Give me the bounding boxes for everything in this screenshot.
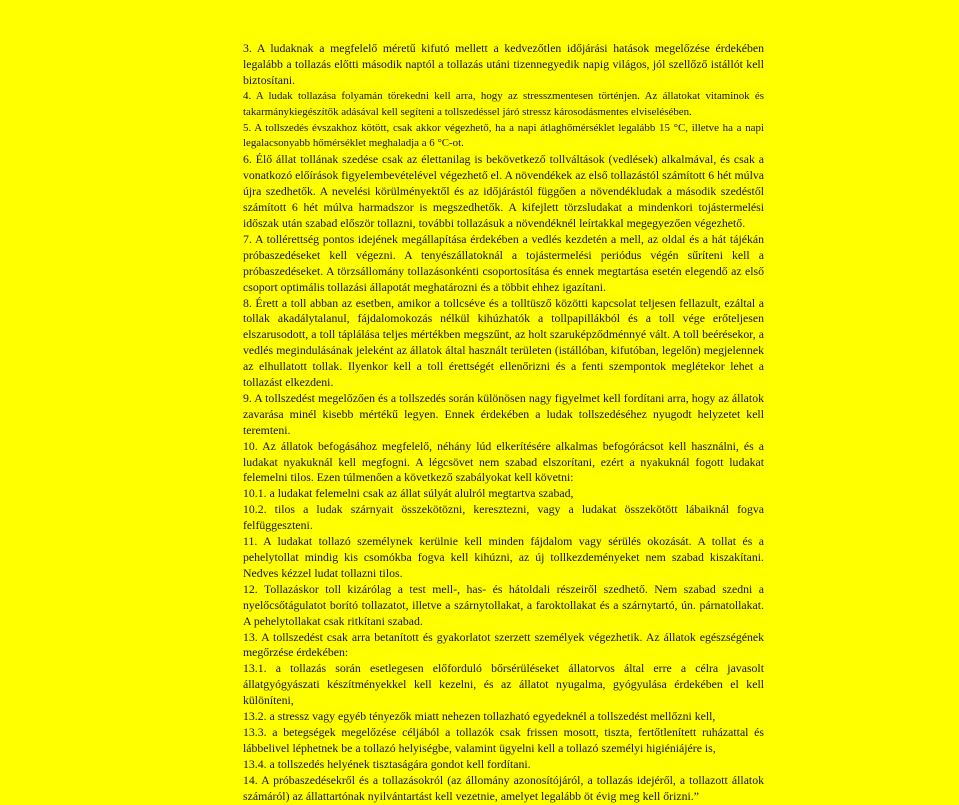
paragraph-6: 6. Élő állat tollának szedése csak az élettanilag is bekövetkező tollváltások (vedlések) alkalmával, és csak a vonatkozó előírások figyelembevételével végezhető el. A növendékek az első tollazástól számított 6 hét múlva újra szedhetők. A nevelési körülményektől és az időjárástól függően a növendékludak a második szedéstől számított 6 hét múlva harmadszor is megszedhetők. A kifejlett törzsludakat a mindenkori tojástermelési időszak után szabad először tollazni, további tollazásuk a növendéknél leírtakkal megegyezően végezhető. [243,152,764,230]
paragraph-9: 9. A tollszedést megelőzően és a tollszedés során különösen nagy figyelmet kell fordítani arra, hogy az állatok zavarása minél kisebb mértékű legyen. Ennek érdekében a ludak tollszedéséhez nyugodt helyzetet kell teremteni. [243,390,764,437]
paragraph-8: 8. Érett a toll abban az esetben, amikor a tollcséve és a tolltüsző közötti kapcsolat teljesen fellazult, ezáltal a tollak akadálytalanul, fájdalomokozás nélkül kihúzhatók a tollpapillákból és a toll vége erőteljesen elszarusodott, a toll táplálása teljes mértékben megszűnt, az holt szaruképződménnyé vált. A toll beérésekor, a vedlés megindulásának jeleként az állatok által használt területen (istállóban, kifutóban, legelőn) megjelennek az elhullatott tollak. Ilyenkor kell a toll érettségét ellenőrizni és a fenti szempontok meglétekor lehet a tollazást elkezdeni. [243,295,764,390]
paragraph-13-3: 13.3. a betegségek megelőzése céljából a tollazók csak frissen mosott, tiszta, fertőtlenített ruházattal és lábbelivel léphetnek be a tollazó helyiségbe, valamint ügyelni kell a tollazó személyi higiéniájére is, [243,724,764,755]
paragraph-10: 10. Az állatok befogásához megfelelő, néhány lúd elkerítésére alkalmas befogórácsot kell használni, és a ludakat nyakuknál kell megfogni. A légcsövet nem szabad elszorítani, ezért a nyakuknál fogott ludakat felemelni tilos. Ezen túlmenően a következő szabályokat kell követni: [243,438,764,485]
paragraph-10-1: 10.1. a ludakat felemelni csak az állat súlyát alulról megtartva szabad, [243,486,574,501]
paragraph-13-2: 13.2. a stressz vagy egyéb tényezők miatt nehezen tollazható egyedeknél a tollszedést mellőzni kell, [243,709,716,724]
paragraph-12: 12. Tollazáskor toll kizárólag a test mell-, has- és hátoldali részeiről szedhető. Nem szabad szedni a nyelőcsőtágulatot borító tollazatot, illetve a szárnytollakat, a faroktollakat és a szárnytartó, ún. párnatollakat. A pehelytollakat csak ritkítani szabad. [243,581,764,628]
paragraph-4: 4. A ludak tollazása folyamán törekedni kell arra, hogy az stresszmentesen történjen. Az állatokat vitaminok és takarmánykiegészítők adásával kell segíteni a tollszedéssel járó stressz károsodásmentes elviselésében. [243,89,764,118]
paragraph-14: 14. A próbaszedésekről és a tollazásokról (az állomány azonosítójáról, a tollazás idejéről, a tollazott állatok számáról) az állattartónak nyilvántartást kell vezetnie, amelyet legalább öt évig meg kell őrizni.” [243,772,764,803]
paragraph-3: 3. A ludaknak a megfelelő méretű kifutó mellett a kedvezőtlen időjárási hatások megelőzése érdekében legalább a tollazás előtti második naptól a tollazás utáni tizennegyedik napig világos, jól szellőző istállót kell biztosítani. [243,41,764,87]
paragraph-13: 13. A tollszedést csak arra betanított és gyakorlatot szerzett személyek végezhetik. Az állatok egészségének megőrzése érdekében: [243,629,764,660]
paragraph-10-2: 10.2. tilos a ludak szárnyait összekötözni, keresztezni, vagy a ludakat összekötött lábaiknál fogva felfüggeszteni. [243,502,764,533]
paragraph-5: 5. A tollszedés évszakhoz kötött, csak akkor végezhető, ha a napi átlaghőmérséklet legalább 15 °C, illetve ha a napi legalacsonyabb hőmérséklet meghaladja a 6 °C-ot. [243,121,764,150]
paragraph-13-4: 13.4. a tollszedés helyének tisztaságára gondot kell fordítani. [243,756,531,771]
paragraph-11: 11. A ludakat tollazó személynek kerülnie kell minden fájdalom vagy sérülés okozását. A tollat és a pehelytollat mindig kis csomókba fogva kell kihúzni, az új tollkezdeményeket nem szabad kiszakítani. Nedves kézzel ludat tollazni tilos. [243,534,764,580]
paragraph-13-1: 13.1. a tollazás során esetlegesen előforduló bőrsérüléseket állatorvos által erre a célra javasolt állatgyógyászati készítményekkel kell kezelni, és az állatot nyugalma, gyógyulása érdekében el kell különíteni, [243,661,764,708]
paragraph-7: 7. A tollérettség pontos idejének megállapítása érdekében a vedlés kezdetén a mell, az oldal és a hát tájékán próbaszedéseket kell végezni. A tenyészállatoknál a tojástermelési periódus végén sűríteni kell a próbaszedéseket. A törzsállomány tollazásonkénti csoportosítása és ennek megtartása esetén elegendő az első csoport optimális tollazási állapotát meghatározni és a többit ehhez igazítani. [243,231,764,294]
